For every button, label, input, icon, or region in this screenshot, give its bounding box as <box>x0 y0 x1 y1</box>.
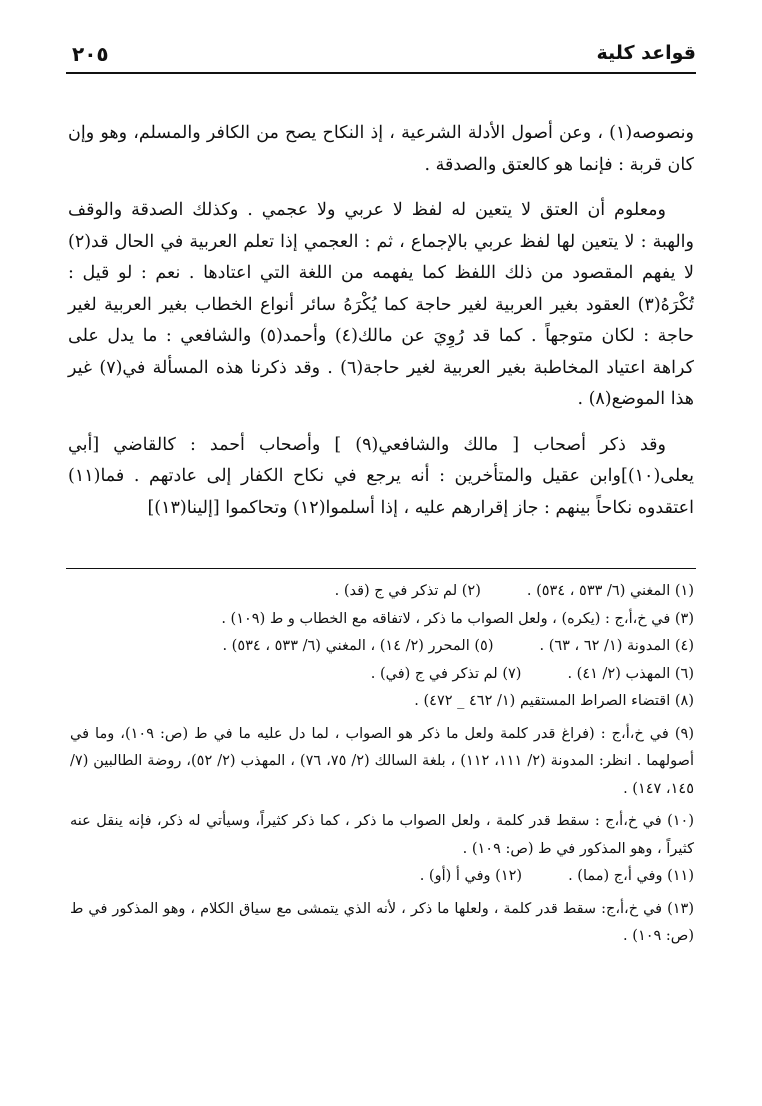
page-number: ٢٠٥ <box>72 42 109 66</box>
page-header <box>66 40 696 74</box>
footnote-6: (٦) المهذب (٢/ ٤١) . <box>567 665 694 682</box>
footnote-4: (٤) المدونة (١/ ٦٢ ، ٦٣) . <box>539 638 694 654</box>
paragraph: ومعلوم أن العتق لا يتعين له لفظ لا عربي ولا عجمي . وكذلك الصدقة والوقف والهبة : لا يتعين لها لفظ عربي بالإجماع ، ثم : العجمي إذا تعلم العربية في الحال قد(٢) لا يفهم المقصود من ذلك اللفظ كما يفهمه من اللغة التي اعتادها . نعم : لو قيل : تُكْرَهُ(٣) العقود بغير العربية لغير حاجة كما يُكْرَهُ سائر أنواع الخطاب بغير العربية لغير حاجة : لكان متوجهاً . كما قد رُوِيَ عن مالك(٤) وأحمد(٥) والشافعي : ما يدل على كراهة اعتياد المخاطبة بغير العربية لغير حاجة(٦) . وقد ذكرنا هذه المسألة في(٧) غير هذا الموضع(٨) . <box>68 200 695 409</box>
footnote-13: (١٣) في خ،أ،ج: سقط قدر كلمة ، ولعلها ما ذكر ، لأنه الذي يتمشى مع سياق الكلام ، وهو المذكور في ط (ص: ١٠٩) . <box>70 900 694 944</box>
header-rule <box>66 72 696 74</box>
footnote-9: (٩) في خ،أ،ج : (فراغ قدر كلمة ولعل ما ذكر هو الصواب ، لما دل عليه ما في ط (ص: ١٠٩)، وما في أصولهما . انظر: المدونة (٢/ ١١١، ١١٢) ، بلغة السالك (٢/ ٧٥، ٧٦) ، المهذب (٢/ ٥٢)، روضة الطالبين (٧/ ١٤٥، ١٤٧) . <box>70 725 694 797</box>
footnotes <box>70 578 694 951</box>
paragraph: وقد ذكر أصحاب [ مالك والشافعي(٩) ] وأصحاب أحمد : كالقاضي [أبي يعلى(١٠)]وابن عقيل والمتأخرين : أنه يرجع في نكاح الكفار إلى عادتهم . فما(١١) اعتقدوه نكاحاً بينهم : جاز إقرارهم عليه ، إذا أسلموا(١٢) وتحاكموا [إلينا(١٣)] <box>68 434 694 518</box>
footnote-7: (٧) لم تذكر في ج (في) . <box>370 665 522 682</box>
running-title: قواعد كلية <box>596 42 696 64</box>
footnote-11: (١١) وفي أ،ج (مما) . <box>568 868 694 884</box>
footnote-1: (١) المغني (٦/ ٥٣٣ ، ٥٣٤) . <box>526 583 694 599</box>
footnote-12: (١٢) وفي أ (أو) . <box>419 868 523 884</box>
footnote-10: (١٠) في خ،أ،ج : سقط قدر كلمة ، ولعل الصواب ما ذكر ، كما ذكر كثيراً، وسيأتي له ذكر، فإنه ينقل عنه كثيراً ، وهو المذكور في ط (ص: ١٠٩) . <box>70 813 694 857</box>
footnote-row <box>70 633 694 661</box>
footnote-2: (٢) لم تذكر في ج (قد) . <box>334 583 481 599</box>
footnote-row <box>70 578 694 606</box>
main-text <box>68 118 694 538</box>
footnote-8: (٨) اقتضاء الصراط المستقيم (١/ ٤٦٢ _ ٤٧٢) . <box>414 693 694 709</box>
footnote-5: (٥) المحرر (٢/ ١٤) ، المغني (٦/ ٥٣٣ ، ٥٣٤) . <box>222 638 494 654</box>
paragraph: ونصوصه(١) ، وعن أصول الأدلة الشرعية ، إذ النكاح يصح من الكافر والمسلم، وهو وإن كان قربة : فإنما هو كالعتق والصدقة . <box>68 123 694 175</box>
footnote-row <box>70 863 694 891</box>
footnote-3: (٣) في خ،أ،ج : (يكره) ، ولعل الصواب ما ذكر ، لاتفاقه مع الخطاب و ط (١٠٩) . <box>221 610 694 627</box>
footnote-rule <box>66 568 696 569</box>
footnote-row <box>70 661 694 689</box>
